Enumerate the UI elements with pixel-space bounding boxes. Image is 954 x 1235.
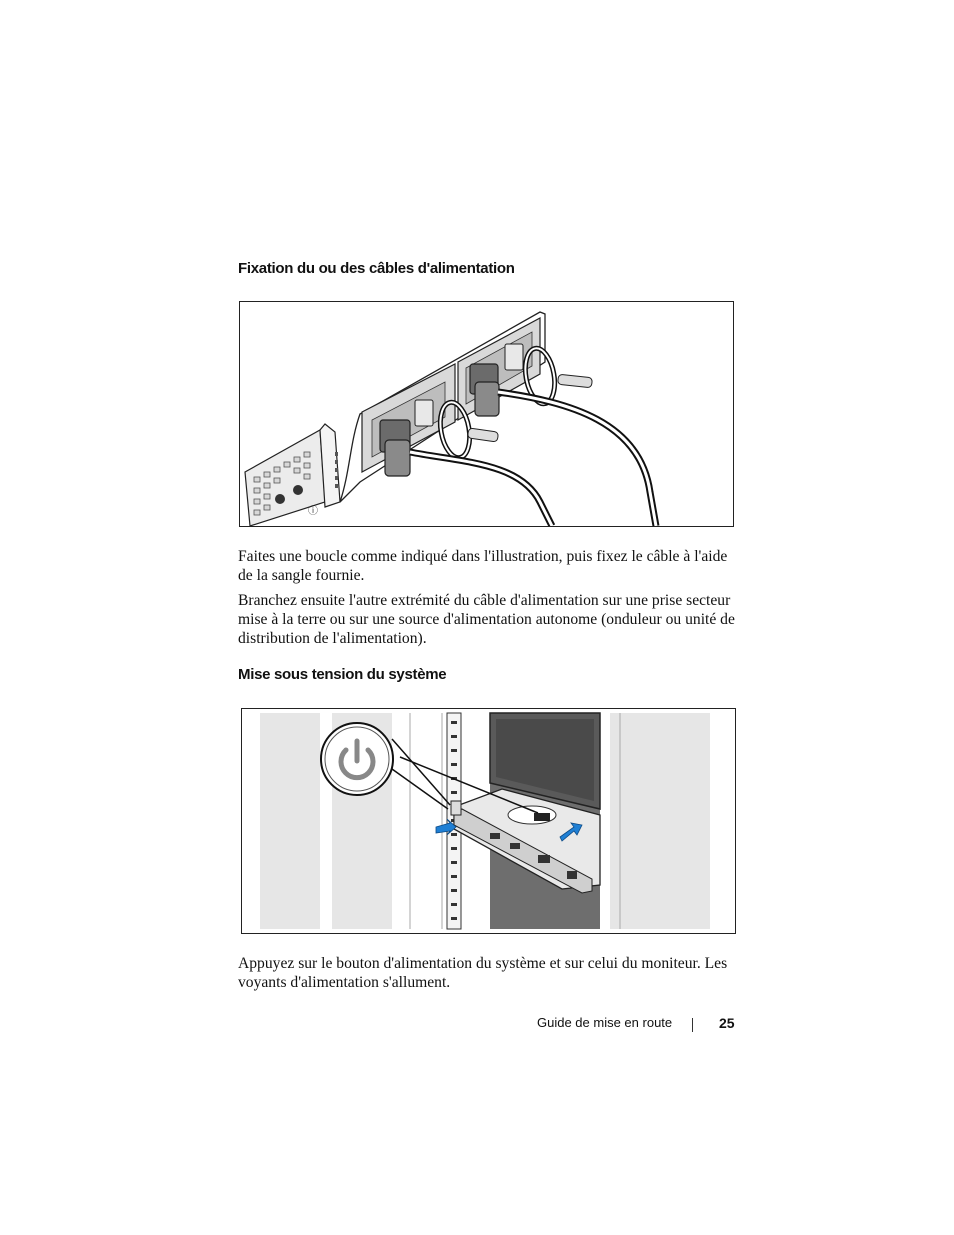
power-cable-illustration bbox=[239, 301, 734, 527]
page-number: 25 bbox=[719, 1015, 735, 1031]
power-on-illustration bbox=[241, 708, 736, 934]
svg-text:ⓘ: ⓘ bbox=[308, 506, 318, 517]
footer-separator bbox=[692, 1018, 693, 1032]
section-heading-power-on: Mise sous tension du système bbox=[238, 666, 447, 683]
paragraph-power-on-instruction: Appuyez sur le bouton d'alimentation du système et sur celui du moniteur. Les voyants d'alimentation s'allument. bbox=[238, 955, 728, 991]
paragraph-outlet-instruction: Branchez ensuite l'autre extrémité du câble d'alimentation sur une prise secteur mise à la terre ou sur une source d'alimentation autonome (onduleur ou unité de distribution de l'alimentation). bbox=[238, 592, 735, 647]
paragraph-loop-instruction: Faites une boucle comme indiqué dans l'illustration, puis fixez le câble à l'aide de la sangle fournie. bbox=[238, 548, 728, 584]
footer-guide-title: Guide de mise en route bbox=[537, 1015, 673, 1030]
section-heading-power-cables: Fixation du ou des câbles d'alimentation bbox=[238, 260, 515, 277]
